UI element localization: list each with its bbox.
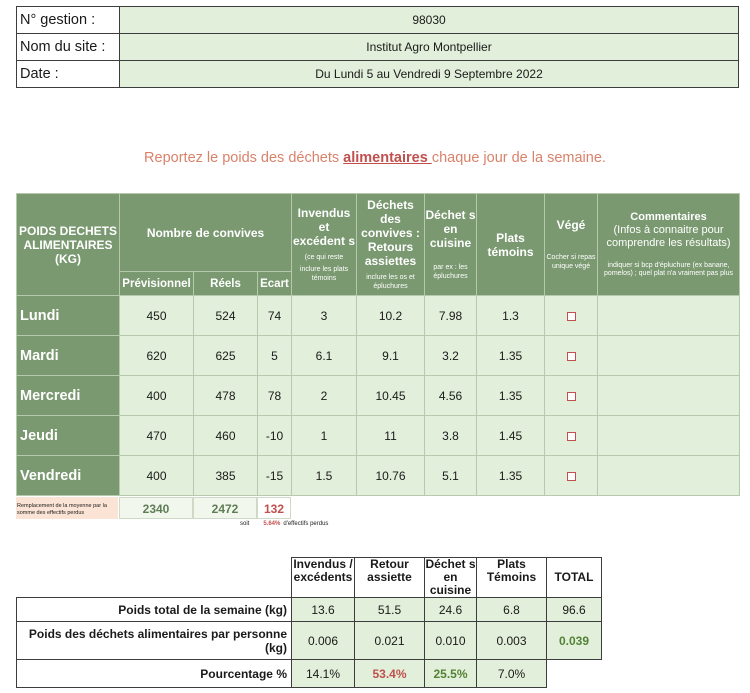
cell-ecart: 78 (258, 376, 292, 416)
soit-label: soit (240, 521, 250, 527)
date-value[interactable]: Du Lundi 5 au Vendredi 9 Septembre 2022 (120, 61, 739, 88)
cell-vege (545, 296, 598, 336)
header-dechets-convives-title: Déchets des convives : Retours assiettes (361, 198, 420, 268)
summary-cell: 6.8 (477, 598, 547, 622)
summary-header-cuisine: Déchet s en cuisine (425, 557, 476, 597)
summary-cell: 24.6 (425, 598, 477, 622)
instruction-after: chaque jour de la semaine. (431, 150, 606, 166)
summary-header-total: TOTAL (547, 558, 602, 598)
cell-reels[interactable]: 385 (194, 456, 258, 496)
summary-cell: 53.4% (355, 660, 425, 688)
soit-pct-label: d'effectifs perdus (283, 521, 329, 527)
cell-ecart: 5 (258, 336, 292, 376)
header-previsionnel: Prévisionnel (120, 272, 194, 296)
cell-cuisine[interactable]: 7.98 (425, 296, 477, 336)
cell-commentaire[interactable] (598, 376, 740, 416)
cell-plats[interactable]: 1.3 (477, 296, 545, 336)
instruction-before: Reportez le poids des déchets (144, 150, 344, 166)
summary-cell: 0.006 (292, 622, 355, 660)
vege-checkbox[interactable] (567, 352, 576, 361)
cell-vege (545, 336, 598, 376)
cell-reels[interactable]: 524 (194, 296, 258, 336)
cell-invendus[interactable]: 6.1 (292, 336, 357, 376)
summary-row-label: Poids total de la semaine (kg) (17, 598, 292, 622)
cell-assiettes[interactable]: 11 (357, 416, 425, 456)
table-row (17, 376, 740, 416)
cell-assiettes[interactable]: 10.45 (357, 376, 425, 416)
header-dechets-cuisine (425, 194, 477, 296)
header-dechets-convives (357, 194, 425, 296)
gestion-value[interactable]: 98030 (120, 7, 739, 34)
cell-commentaire[interactable] (598, 416, 740, 456)
header-invendus-title: Invendus et excédent s (292, 205, 356, 248)
cell-invendus[interactable]: 1 (292, 416, 357, 456)
vege-checkbox[interactable] (567, 472, 576, 481)
header-vege-title: Végé (556, 218, 586, 232)
summary-header-plats: Plats Témoins (477, 558, 547, 598)
cell-assiettes[interactable]: 10.2 (357, 296, 425, 336)
totals-note: Remplacement de la moyenne par la somme des effectifs perdus (16, 497, 118, 519)
cell-ecart: -15 (258, 456, 292, 496)
summary-row (17, 622, 602, 660)
day-name: Mercredi (17, 376, 120, 416)
header-plats-temoins: Plats témoins (477, 194, 545, 296)
day-name: Lundi (17, 296, 120, 336)
header-vege-note: Cocher si repas unique végé (546, 254, 596, 270)
summary-row (17, 598, 602, 622)
summary-table (16, 557, 602, 688)
cell-invendus[interactable]: 3 (292, 296, 357, 336)
cell-previsionnel[interactable]: 470 (120, 416, 194, 456)
cell-cuisine[interactable]: 5.1 (425, 456, 477, 496)
cell-cuisine[interactable]: 3.8 (425, 416, 477, 456)
summary-cell: 25.5% (425, 660, 477, 688)
summary-cell: 0.003 (477, 622, 547, 660)
cell-reels[interactable]: 460 (194, 416, 258, 456)
header-dechets-cuisine-title: Déchet s en cuisine (425, 208, 476, 250)
cell-vege (545, 416, 598, 456)
site-info-table (16, 6, 739, 88)
summary-header-invendus: Invendus / excédents (292, 558, 355, 598)
gestion-label: N° gestion : (17, 7, 120, 34)
instruction-emphasis: alimentaires (343, 150, 432, 166)
table-row (17, 416, 740, 456)
cell-reels[interactable]: 625 (194, 336, 258, 376)
header-invendus-note: inclure les plats témoins (299, 266, 349, 282)
header-invendus-sub: (ce qui reste (304, 253, 344, 261)
summary-cell: 0.021 (355, 622, 425, 660)
header-ecart: Ecart (258, 272, 292, 296)
summary-corner (17, 558, 292, 598)
cell-commentaire[interactable] (598, 296, 740, 336)
cell-ecart: -10 (258, 416, 292, 456)
vege-checkbox[interactable] (567, 312, 576, 321)
site-value[interactable]: Institut Agro Montpellier (120, 34, 739, 61)
summary-row (17, 660, 602, 688)
header-convives: Nombre de convives (120, 194, 292, 272)
site-label: Nom du site : (17, 34, 120, 61)
cell-previsionnel[interactable]: 450 (120, 296, 194, 336)
day-name: Vendredi (17, 456, 120, 496)
cell-previsionnel[interactable]: 400 (120, 376, 194, 416)
summary-cell: 51.5 (355, 598, 425, 622)
summary-cell: 7.0% (477, 660, 547, 688)
soit-line (240, 521, 328, 527)
cell-plats[interactable]: 1.45 (477, 416, 545, 456)
summary-header-retour: Retour assiette (355, 558, 425, 598)
cell-plats[interactable]: 1.35 (477, 456, 545, 496)
header-vege (545, 194, 598, 296)
header-commentaires-note: indiquer si bcp d'épluchure (ex banane, pomelos) ; quel plat n'a vraiment pas plus (604, 261, 733, 277)
cell-cuisine[interactable]: 4.56 (425, 376, 477, 416)
cell-commentaire[interactable] (598, 456, 740, 496)
summary-row-label: Poids des déchets alimentaires par personne (kg) (17, 622, 292, 660)
summary-cell: 0.010 (425, 622, 477, 660)
total-ecart: 132 (257, 497, 291, 519)
cell-vege (545, 456, 598, 496)
day-name: Mardi (17, 336, 120, 376)
summary-total: 96.6 (547, 598, 602, 622)
summary-empty (547, 660, 602, 688)
table-row (17, 296, 740, 336)
header-reels: Réels (194, 272, 258, 296)
header-dechets-cuisine-note: par ex : les épluchures (433, 264, 468, 280)
cell-previsionnel[interactable]: 400 (120, 456, 194, 496)
cell-previsionnel[interactable]: 620 (120, 336, 194, 376)
day-name: Jeudi (17, 416, 120, 456)
header-commentaires-sub: (Infos à connaitre pour comprendre les résultats) (606, 223, 731, 249)
vege-checkbox[interactable] (567, 432, 576, 441)
cell-plats[interactable]: 1.35 (477, 376, 545, 416)
daily-waste-table (16, 193, 740, 496)
cell-ecart: 74 (258, 296, 292, 336)
header-invendus (292, 194, 357, 296)
total-reels: 2472 (193, 497, 257, 519)
cell-cuisine[interactable]: 3.2 (425, 336, 477, 376)
header-commentaires-title: Commentaires (630, 210, 707, 223)
date-label: Date : (17, 61, 120, 88)
cell-reels[interactable]: 478 (194, 376, 258, 416)
cell-vege (545, 376, 598, 416)
header-poids: POIDS DECHETS ALIMENTAIRES (KG) (17, 194, 120, 296)
header-commentaires (598, 194, 740, 296)
summary-cell: 13.6 (292, 598, 355, 622)
total-previsionnel: 2340 (119, 497, 193, 519)
header-dechets-convives-note: inclure les os et épluchures (366, 274, 415, 290)
cell-commentaire[interactable] (598, 336, 740, 376)
cell-invendus[interactable]: 2 (292, 376, 357, 416)
summary-total: 0.039 (547, 622, 602, 660)
table-row (17, 336, 740, 376)
table-row (17, 456, 740, 496)
soit-pct: 5.64% (263, 521, 281, 527)
summary-cell: 14.1% (292, 660, 355, 688)
vege-checkbox[interactable] (567, 392, 576, 401)
cell-assiettes[interactable]: 9.1 (357, 336, 425, 376)
instruction-text (0, 150, 750, 166)
cell-plats[interactable]: 1.35 (477, 336, 545, 376)
summary-row-label: Pourcentage % (17, 660, 292, 688)
cell-invendus[interactable]: 1.5 (292, 456, 357, 496)
cell-assiettes[interactable]: 10.76 (357, 456, 425, 496)
